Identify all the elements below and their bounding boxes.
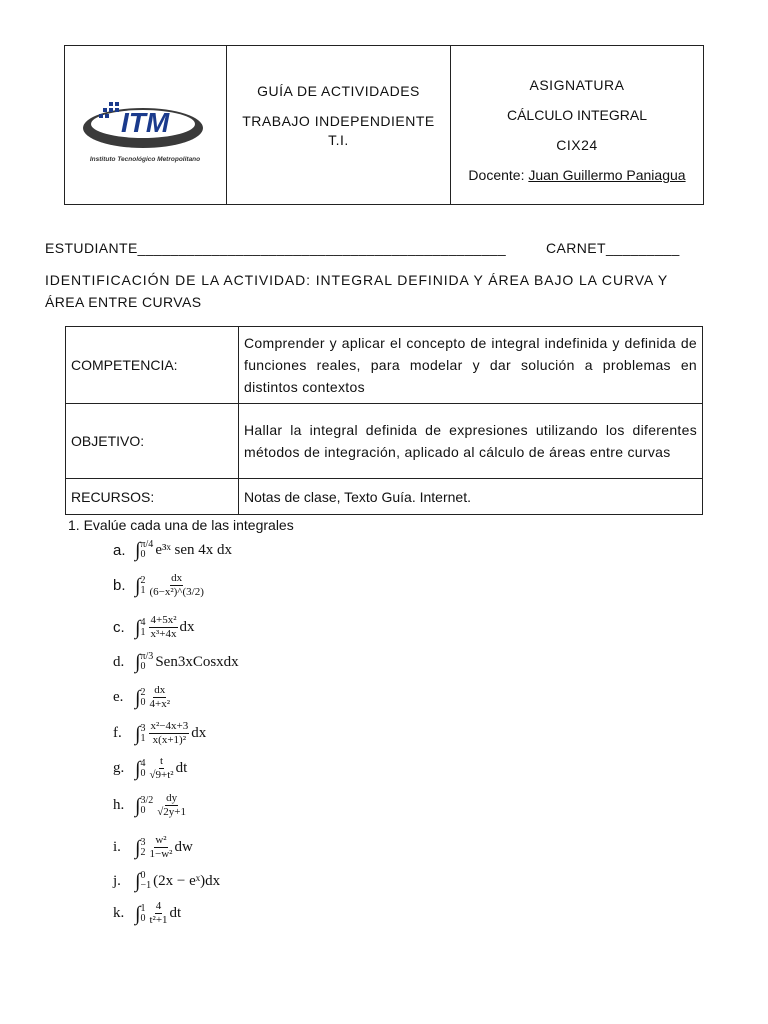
integrand-fraction: $\frac{dy}{√2y+1}$	[157, 792, 187, 818]
svg-text:ITM: ITM	[121, 107, 170, 138]
header-table	[64, 45, 704, 205]
subject-cell	[451, 46, 703, 204]
activity-id-line1: IDENTIFICACIÓN DE LA ACTIVIDAD: INTEGRAL DEFINIDA Y ÁREA BAJO LA CURVA Y	[45, 272, 669, 288]
integral-limits: 4 1	[140, 616, 146, 638]
exercise-j	[113, 871, 220, 891]
integrand-fraction: $\frac{\text{x²−4x+3}}{\text{x(x+1)²}}$	[150, 720, 189, 746]
doc-code: T.I.	[328, 132, 349, 148]
integral-limits: 2 0	[140, 686, 146, 708]
exercise-d	[113, 652, 239, 672]
logo-caption: Instituto Tecnológico Metropolitano	[89, 156, 201, 163]
resources-label: RECURSOS:	[66, 479, 239, 515]
exercise-label: a.	[113, 541, 126, 559]
subject-label: ASIGNATURA	[529, 77, 625, 93]
integral-sign-icon: ∫	[135, 616, 141, 639]
exercise-g	[113, 755, 187, 782]
exercise-label: c.	[113, 619, 125, 636]
integral-limits: 0 −1	[140, 870, 152, 891]
teacher-label: Docente:	[468, 167, 529, 183]
exercise-e	[113, 684, 172, 711]
table-row	[66, 327, 703, 404]
integrand-fraction: $\frac{dx}{\text{4+x²}}$	[149, 684, 170, 710]
doc-subtitle: TRABAJO INDEPENDIENTE	[242, 113, 435, 129]
integral-sign-icon: ∫	[135, 870, 141, 892]
exercise-b	[113, 572, 206, 599]
exercise-label: j.	[113, 872, 121, 889]
integral-sign-icon: ∫	[135, 539, 141, 561]
exercise-label: k.	[113, 905, 125, 921]
exercise-label: f.	[113, 725, 122, 741]
differential: dx	[191, 725, 207, 741]
teacher-name: Juan Guillermo Paniagua	[528, 167, 686, 183]
integrand-fraction: $\frac{\text{w²}}{\text{1−w²}}$	[149, 834, 173, 860]
integral-limits: 2 1	[140, 574, 146, 596]
integral-limits: π/4 0	[140, 539, 154, 560]
table-row	[66, 404, 703, 479]
objective-text: Hallar la integral definida de expresiones utilizando los diferentes métodos de integración, aplicado al cálculo de áreas entre curvas	[239, 404, 703, 479]
integrand-fraction: $\frac{\text{4+5x²}}{\text{x³+4x}}$	[150, 614, 177, 640]
integral-sign-icon: ∫	[135, 902, 141, 925]
subject-name: CÁLCULO INTEGRAL	[506, 107, 648, 123]
exercise-label: e.	[113, 689, 124, 705]
logo-cell	[65, 46, 227, 204]
integral-limits: 3 1	[140, 722, 146, 744]
activity-id-line2: ÁREA ENTRE CURVAS	[45, 294, 202, 310]
exercise-label: g.	[113, 760, 125, 776]
exercise-label: i.	[113, 839, 121, 855]
integral-limits: 4 0	[140, 757, 146, 779]
integrand-fraction: $\frac{4}{\text{t²+1}}$	[149, 900, 168, 926]
integral-sign-icon: ∫	[135, 757, 141, 780]
student-field: ESTUDIANTE_____________________________________________	[45, 240, 507, 256]
integrand-fraction: $\frac{dx}{\text{(6−x²)\textasciicircum{}(3/2)}}$	[149, 572, 204, 598]
integral-sign-icon: ∫	[135, 651, 141, 673]
integral-sign-icon: ∫	[135, 722, 141, 745]
exercise-c	[113, 614, 195, 641]
competence-text: Comprender y aplicar el concepto de integral indefinida y definida de funciones reales, para modelar y dar solución a problemas en distintos contextos	[239, 327, 703, 404]
resources-text: Notas de clase, Texto Guía. Internet.	[239, 479, 703, 515]
title-cell	[227, 46, 451, 204]
exercise-i	[113, 834, 193, 861]
integral-limits: 3 2	[140, 836, 146, 858]
integrand-fraction: $\frac{t}{\text{√9+t²}}$	[149, 755, 174, 781]
integral-limits: 3/2 0	[140, 794, 154, 816]
exercise-label: b.	[113, 577, 126, 594]
itm-logo	[79, 94, 211, 170]
exercise-h	[113, 792, 188, 819]
competence-label: COMPETENCIA:	[66, 327, 239, 404]
objective-label: OBJETIVO:	[66, 404, 239, 479]
teacher-line	[451, 167, 703, 183]
integral-sign-icon: ∫	[135, 794, 141, 817]
instruction-text: 1. Evalúe cada una de las integrales	[68, 517, 294, 533]
exercise-label: h.	[113, 797, 125, 813]
integrand: (2x − eˣ)dx	[153, 872, 221, 889]
integral-sign-icon: ∫	[135, 574, 141, 597]
doc-title: GUÍA DE ACTIVIDADES	[257, 83, 420, 99]
exercise-k	[113, 900, 181, 927]
exercise-f	[113, 720, 206, 747]
integral-limits: π/3 0	[140, 651, 154, 672]
differential: dt	[175, 760, 188, 776]
integral-limits: 1 0	[140, 902, 146, 924]
integral-sign-icon: ∫	[135, 836, 141, 859]
differential: dw	[174, 839, 193, 855]
differential: dt	[169, 905, 182, 921]
carnet-field: CARNET_________	[546, 240, 680, 256]
subject-code: CIX24	[556, 137, 598, 153]
table-row	[66, 479, 703, 515]
integrand: Sen3xCosxdx	[155, 653, 239, 670]
differential: dx	[179, 619, 195, 635]
exercise-label: d.	[113, 653, 125, 670]
exercise-a	[113, 540, 232, 560]
integral-sign-icon: ∫	[135, 686, 141, 709]
activity-table	[65, 326, 703, 515]
integrand: e³ˣ sen 4x dx	[155, 541, 233, 558]
itm-logo-icon	[79, 94, 211, 156]
